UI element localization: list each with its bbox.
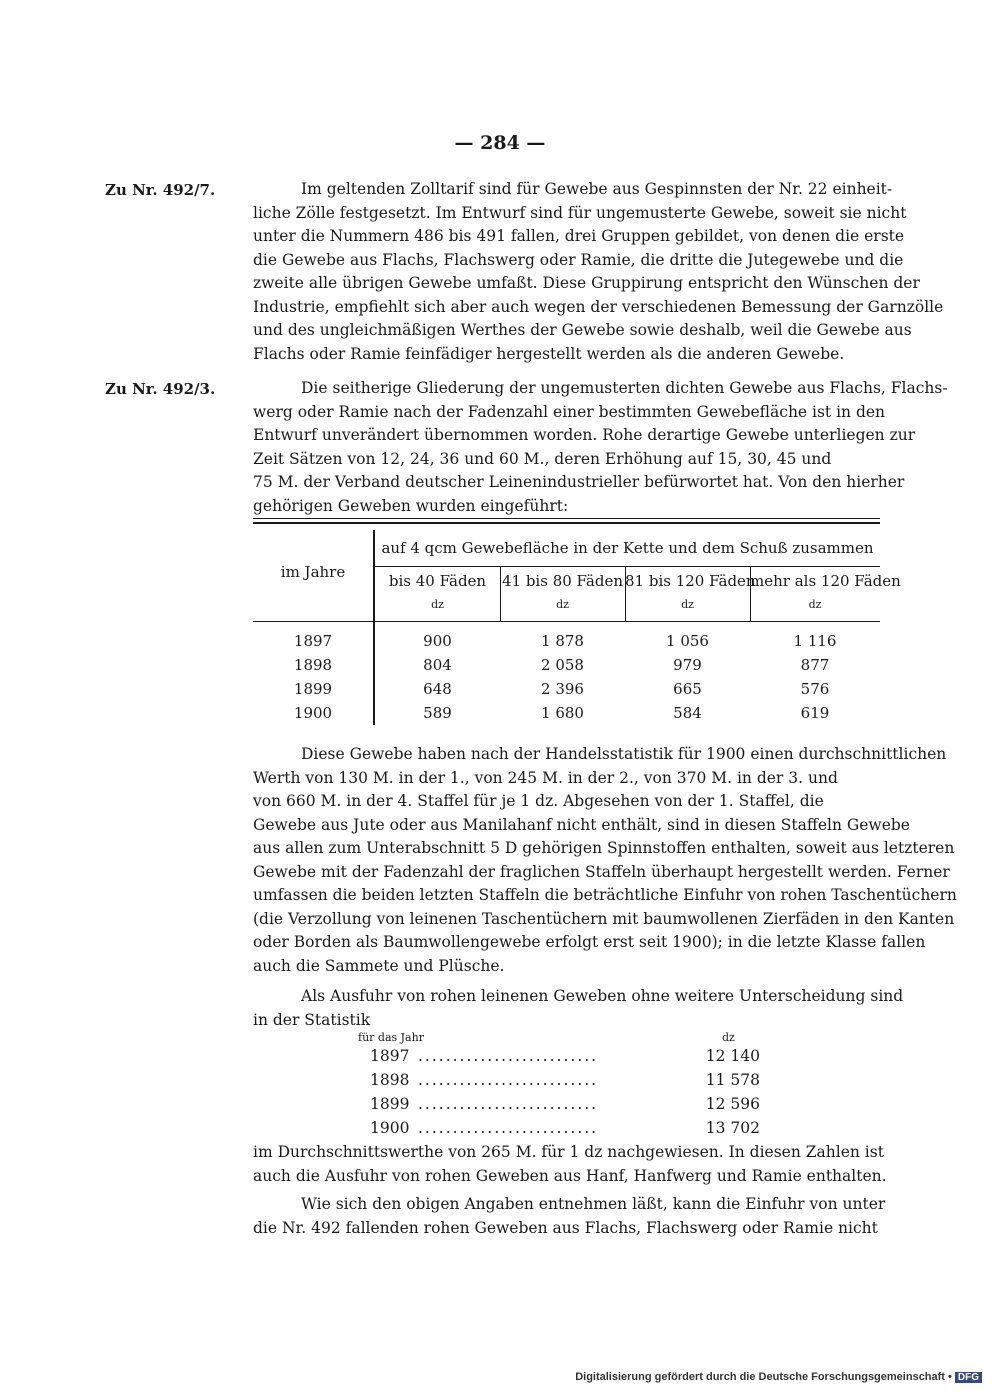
table-cell: 619 bbox=[800, 704, 830, 722]
dfg-logo: DFG bbox=[955, 1372, 982, 1383]
export-year: 1898 bbox=[370, 1071, 410, 1089]
text-line: die Gewebe aus Flachs, Flachswerg oder Ramie, die dritte die Jutegewebe und die bbox=[253, 250, 904, 269]
export-value: 12 596 bbox=[705, 1095, 760, 1113]
table-cell: 1 056 bbox=[666, 632, 709, 650]
table-cell: 1 878 bbox=[541, 632, 584, 650]
footer-text: Digitalisierung gefördert durch die Deutsche Forschungsgemeinschaft • bbox=[575, 1371, 952, 1383]
export-year: 1899 bbox=[370, 1095, 410, 1113]
text-line: gehörigen Geweben wurden eingeführt: bbox=[253, 496, 569, 515]
table-cell: 979 bbox=[673, 656, 702, 674]
table-col-header: 81 bis 120 Fäden bbox=[625, 572, 756, 590]
text-line: Diese Gewebe haben nach der Handelsstatistik für 1900 einen durchschnittlichen bbox=[301, 745, 947, 763]
export-value: 13 702 bbox=[705, 1119, 760, 1137]
list-item bbox=[370, 1071, 760, 1095]
table-cell: 589 bbox=[423, 704, 452, 722]
margin-note-492-7: Zu Nr. 492/7. bbox=[105, 181, 216, 199]
text-line: Flachs oder Ramie feinfädiger hergestellt werden als die anderen Gewebe. bbox=[253, 344, 845, 363]
table-unit: dz bbox=[431, 598, 444, 611]
table-top-rule bbox=[253, 518, 880, 519]
leader-dots: .......................... bbox=[418, 1119, 599, 1137]
text-line: Gewebe aus Jute oder aus Manilahanf nicht enthält, sind in diesen Staffeln Gewebe bbox=[253, 815, 910, 834]
margin-note-492-3: Zu Nr. 492/3. bbox=[105, 380, 216, 398]
text-line: Entwurf unverändert übernommen worden. Rohe derartige Gewebe unterliegen zur bbox=[253, 426, 916, 444]
table-col-header: mehr als 120 Fäden bbox=[750, 572, 901, 590]
list-item bbox=[370, 1119, 760, 1143]
table-row-year: 1899 bbox=[293, 680, 333, 698]
text-line: und des ungleichmäßigen Werthes der Gewebe sowie deshalb, weil die Gewebe aus bbox=[253, 321, 912, 339]
export-year: 1897 bbox=[370, 1047, 410, 1065]
export-value: 11 578 bbox=[705, 1071, 760, 1089]
table-cell: 900 bbox=[423, 632, 452, 650]
paragraph-3 bbox=[253, 743, 957, 978]
table-col-header: bis 40 Fäden bbox=[388, 572, 487, 590]
table-cell: 1 680 bbox=[541, 704, 584, 722]
table-cell: 576 bbox=[800, 680, 830, 698]
paragraph-5 bbox=[253, 1141, 887, 1188]
text-line: Als Ausfuhr von rohen leinenen Geweben ohne weitere Unterscheidung sind bbox=[301, 987, 904, 1005]
text-line: werg oder Ramie nach der Fadenzahl einer bestimmten Gewebefläche ist in den bbox=[253, 402, 886, 421]
table-col-header: 41 bis 80 Fäden bbox=[501, 572, 624, 590]
text-line: auch die Sammete und Plüsche. bbox=[253, 956, 505, 975]
table-cell: 2 396 bbox=[541, 680, 584, 698]
text-line: in der Statistik bbox=[253, 1010, 371, 1029]
table-unit: dz bbox=[681, 598, 694, 611]
text-line: Werth von 130 M. in der 1., von 245 M. in der 2., von 370 M. in der 3. und bbox=[253, 768, 838, 787]
table-cell: 648 bbox=[423, 680, 452, 698]
export-list-unit-header: dz bbox=[722, 1031, 735, 1044]
table-unit: dz bbox=[808, 598, 822, 611]
export-year: 1900 bbox=[370, 1119, 410, 1137]
text-line: unter die Nummern 486 bis 491 fallen, drei Gruppen gebildet, von denen die erste bbox=[253, 227, 905, 245]
table-top-rule-double bbox=[253, 522, 880, 524]
text-line: (die Verzollung von leinenen Taschentüchern mit baumwollenen Zierfäden in den Kanten bbox=[253, 909, 955, 928]
text-line: 75 M. der Verband deutscher Leinenindustrieller befürwortet hat. Von den hierher bbox=[253, 473, 905, 491]
table-unit: dz bbox=[556, 598, 569, 611]
leader-dots: .......................... bbox=[418, 1071, 599, 1089]
list-item bbox=[370, 1047, 760, 1071]
paragraph-1 bbox=[253, 178, 944, 366]
table-group-header: auf 4 qcm Gewebefläche in der Kette und dem Schuß zusammen bbox=[381, 539, 874, 557]
text-line: Zeit Sätzen von 12, 24, 36 und 60 M., deren Erhöhung auf 15, 30, 45 und bbox=[253, 449, 832, 468]
text-line: liche Zölle festgesetzt. Im Entwurf sind für ungemusterte Gewebe, soweit sie nicht bbox=[253, 203, 907, 222]
digitization-footer bbox=[575, 1371, 982, 1383]
table-cell: 584 bbox=[673, 704, 702, 722]
text-line: Gewebe mit der Fadenzahl der fraglichen Staffeln überhaupt hergestellt werden. Ferner bbox=[253, 862, 950, 881]
table-row-year: 1897 bbox=[293, 632, 333, 650]
table-row-year: 1898 bbox=[293, 656, 333, 674]
text-line: aus allen zum Unterabschnitt 5 D gehörigen Spinnstoffen enthalten, soweit aus letzteren bbox=[253, 839, 955, 857]
table-cell: 877 bbox=[800, 656, 830, 674]
table-group-rule bbox=[374, 566, 880, 567]
leader-dots: .......................... bbox=[418, 1095, 599, 1113]
text-line: zweite alle übrigen Gewebe umfaßt. Diese Gruppirung entspricht den Wünschen der bbox=[253, 274, 920, 292]
table-header-rule bbox=[253, 621, 880, 622]
text-line: auch die Ausfuhr von rohen Geweben aus Hanf, Hanfwerg und Ramie enthalten. bbox=[253, 1166, 887, 1185]
text-line: Im geltenden Zolltarif sind für Gewebe aus Gespinnsten der Nr. 22 einheit- bbox=[301, 180, 893, 198]
leader-dots: .......................... bbox=[418, 1047, 599, 1065]
table-cell: 1 116 bbox=[793, 632, 837, 650]
export-list-year-header: für das Jahr bbox=[358, 1031, 424, 1044]
export-value: 12 140 bbox=[705, 1047, 760, 1065]
table-cell: 804 bbox=[423, 656, 452, 674]
text-line: Industrie, empfiehlt sich aber auch wegen der verschiedenen Bemessung der Garnzölle bbox=[253, 297, 944, 316]
paragraph-6 bbox=[253, 1193, 886, 1240]
table-cell: 2 058 bbox=[541, 656, 584, 674]
text-line: im Durchschnittswerthe von 265 M. für 1 dz nachgewiesen. In diesen Zahlen ist bbox=[253, 1143, 884, 1161]
text-line: Die seitherige Gliederung der ungemusterten dichten Gewebe aus Flachs, Flachs- bbox=[301, 379, 948, 397]
table-year-header: im Jahre bbox=[280, 563, 346, 581]
table-row-year: 1900 bbox=[293, 704, 333, 722]
paragraph-4 bbox=[253, 985, 904, 1032]
table-cell: 665 bbox=[673, 680, 702, 698]
paragraph-2 bbox=[253, 377, 948, 518]
text-line: oder Borden als Baumwollengewebe erfolgt erst seit 1900); in die letzte Klasse fallen bbox=[253, 933, 926, 951]
list-item bbox=[370, 1095, 760, 1119]
text-line: umfassen die beiden letzten Staffeln die beträchtliche Einfuhr von rohen Taschentüchern bbox=[253, 886, 957, 904]
text-line: Wie sich den obigen Angaben entnehmen läßt, kann die Einfuhr von unter bbox=[301, 1195, 886, 1213]
page-number: — 284 — bbox=[454, 132, 546, 154]
text-line: die Nr. 492 fallenden rohen Geweben aus Flachs, Flachswerg oder Ramie nicht bbox=[253, 1218, 878, 1237]
text-line: von 660 M. in der 4. Staffel für je 1 dz. Abgesehen von der 1. Staffel, die bbox=[253, 792, 824, 810]
